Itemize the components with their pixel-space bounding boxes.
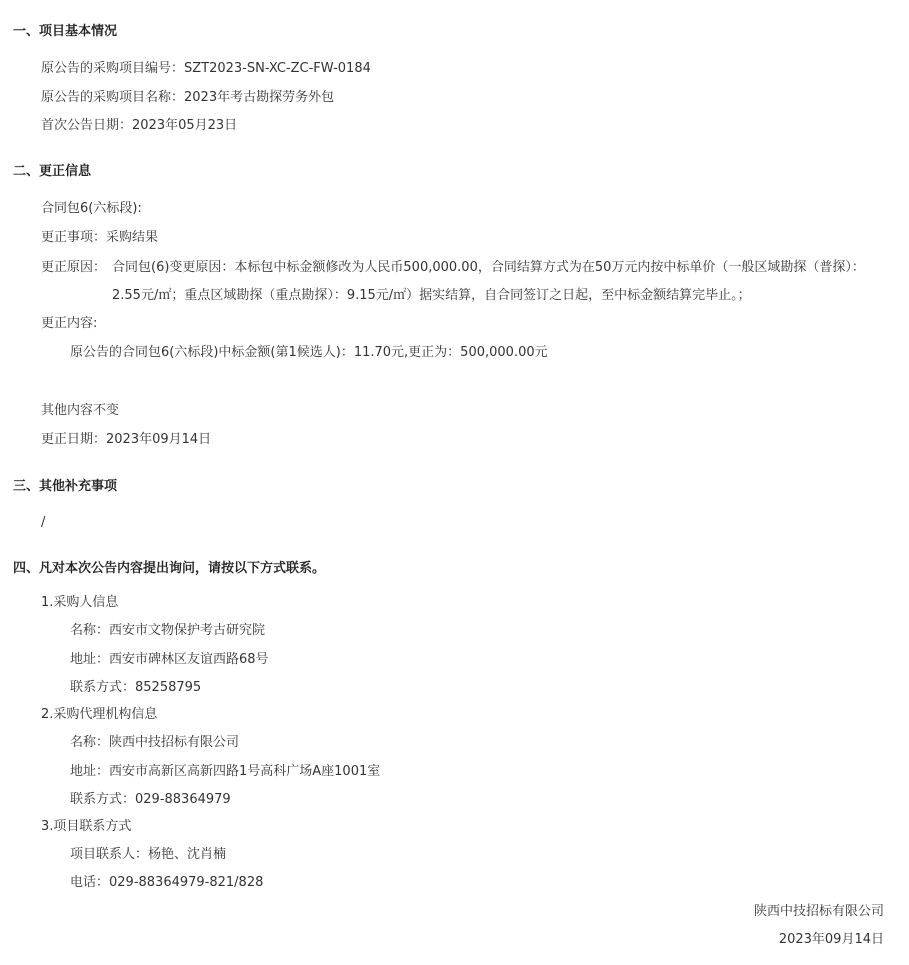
- correction-content-text: 原公告的合同包6(六标段)中标金额(第1候选人)：11.70元,更正为：500,000.00元: [70, 345, 548, 360]
- first-announcement-date: 首次公告日期：2023年05月23日: [41, 118, 238, 133]
- section2-heading: 二、更正信息: [13, 164, 92, 179]
- section1-heading: 一、项目基本情况: [13, 24, 118, 39]
- project-name: 原公告的采购项目名称：2023年考古勘探劳务外包: [41, 90, 335, 105]
- purchaser-name: 名称：西安市文物保护考古研究院: [70, 623, 266, 638]
- contract-package: 合同包6(六标段):: [41, 201, 142, 216]
- agency-contact: 联系方式：029-88364979: [70, 792, 231, 807]
- correction-reason-text: 合同包(6)变更原因：本标包中标金额修改为人民币500,000.00，合同结算方式为在50万元内按中标单价（一般区域勘探（普探）：2.55元/㎡；重点区域勘探（重点勘探）：9.15元/㎡）据实结算，自合同签订之日起，至中标金额结算完毕止。；: [112, 260, 865, 303]
- agency-address: 地址：西安市高新区高新四路1号高科广场A座1001室: [70, 764, 381, 779]
- correction-content-label: 更正内容:: [41, 316, 98, 331]
- footer-date: 2023年09月14日: [778, 932, 884, 947]
- correction-item: 更正事项：采购结果: [41, 230, 159, 245]
- agency-title: 2.采购代理机构信息: [41, 707, 158, 722]
- correction-reason-label: 更正原因：: [41, 260, 107, 275]
- supplementary-text: /: [41, 515, 46, 530]
- purchaser-title: 1.采购人信息: [41, 595, 119, 610]
- project-contact-title: 3.项目联系方式: [41, 819, 132, 834]
- project-contact-phone: 电话：029-88364979-821/828: [70, 875, 264, 890]
- project-number: 原公告的采购项目编号：SZT2023-SN-XC-ZC-FW-0184: [41, 61, 371, 76]
- section3-heading: 三、其他补充事项: [13, 479, 118, 494]
- correction-date: 更正日期：2023年09月14日: [41, 432, 212, 447]
- section4-heading: 四、凡对本次公告内容提出询问，请按以下方式联系。: [13, 561, 326, 576]
- other-content-unchanged: 其他内容不变: [41, 403, 120, 418]
- agency-name: 名称：陕西中技招标有限公司: [70, 735, 240, 750]
- purchaser-contact: 联系方式：85258795: [70, 680, 202, 695]
- purchaser-address: 地址：西安市碑林区友谊西路68号: [70, 652, 269, 667]
- project-contact-person: 项目联系人：杨艳、沈肖楠: [70, 847, 227, 862]
- footer-company: 陕西中技招标有限公司: [753, 904, 884, 919]
